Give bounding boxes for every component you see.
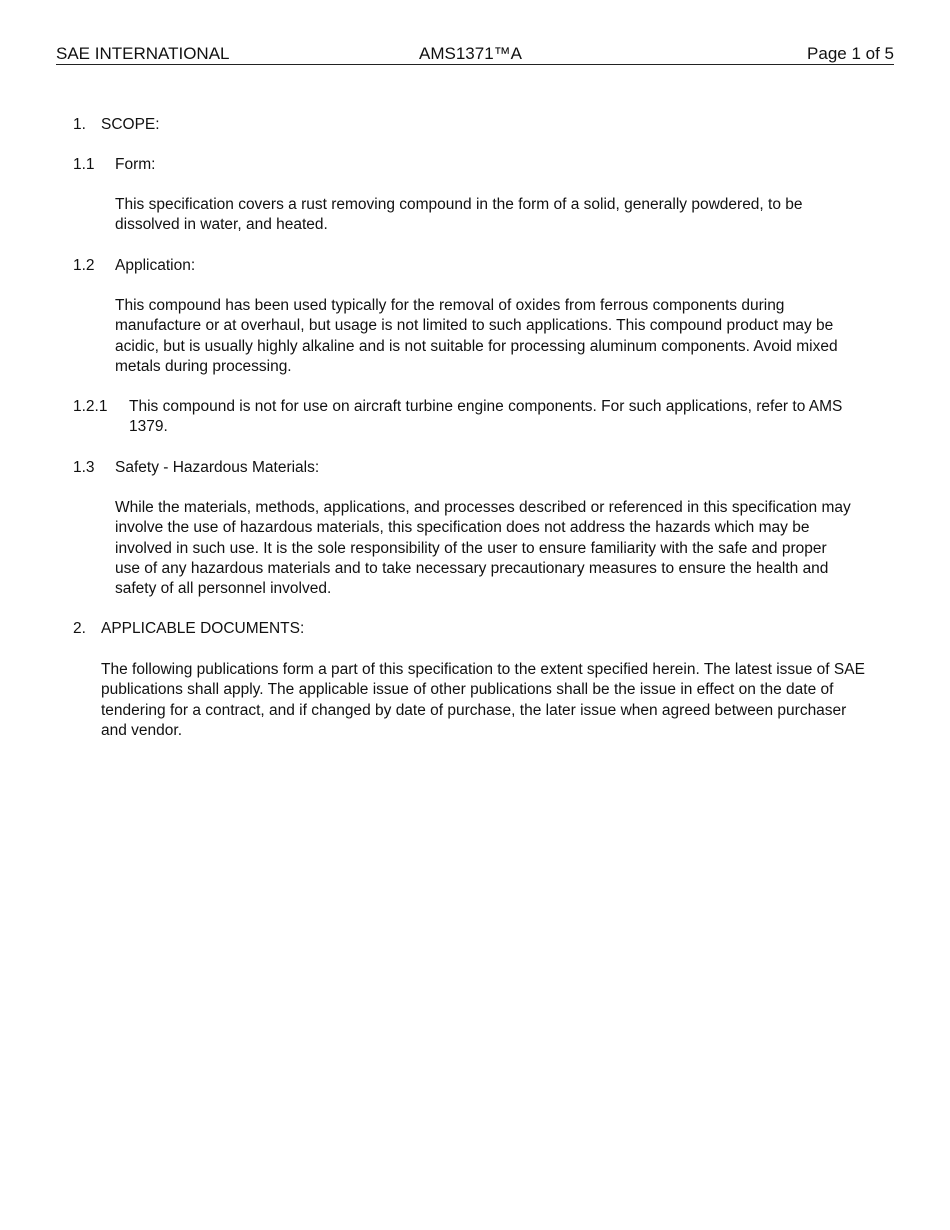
- section-number: 1.3: [73, 459, 95, 476]
- section-title: APPLICABLE DOCUMENTS:: [101, 620, 305, 637]
- section-1-2-1-body: This compound is not for use on aircraft turbine engine components. For such applications, refer to AMS 1379.: [129, 398, 843, 436]
- section-1-2-heading: [73, 256, 473, 277]
- section-title: Safety - Hazardous Materials:: [115, 459, 320, 476]
- section-1-1-body: This specification covers a rust removing compound in the form of a solid, generally powdered, to be dissolved in water, and heated.: [115, 196, 803, 234]
- section-2-body: The following publications form a part of this specification to the extent specified herein. The latest issue of SAE publications shall apply. The applicable issue of other publications shall be the issue in effect on the date of tendering for a contract, and if changed by date of purchase, the later issue when agreed between purchaser and vendor.: [101, 661, 865, 739]
- header-page-number: Page 1 of 5: [807, 44, 894, 63]
- section-number: 1.: [73, 116, 86, 133]
- section-1-3-body: While the materials, methods, applications, and processes described or referenced in this specification may involve the use of hazardous materials, this specification does not address the hazards which may be involved in such use. It is the sole responsibility of the user to ensure familiarity with the safe and proper use of any hazardous materials and to take necessary precautionary measures to ensure the health and safety of all personnel involved.: [115, 499, 851, 598]
- section-1-3-heading: [73, 458, 473, 479]
- section-1-2-1: [73, 397, 873, 441]
- section-number: 2.: [73, 620, 86, 637]
- section-1-heading: [73, 115, 473, 136]
- section-2-heading: [73, 619, 473, 640]
- section-title: SCOPE:: [101, 116, 160, 133]
- section-number: 1.2: [73, 257, 95, 274]
- section-number: 1.2.1: [73, 398, 108, 415]
- section-1-1-heading: [73, 155, 473, 176]
- header-doc-number: AMS1371™A: [419, 44, 522, 63]
- header-org: SAE INTERNATIONAL: [56, 44, 230, 63]
- section-1-2-body: This compound has been used typically for the removal of oxides from ferrous components during manufacture or at overhaul, but usage is not limited to such applications. This compound product may be acidic, but is usually highly alkaline and is not suitable for processing aluminum components. Avoid mixed metals during processing.: [115, 297, 838, 375]
- section-number: 1.1: [73, 156, 95, 173]
- section-title: Application:: [115, 257, 196, 274]
- page-header: [56, 43, 894, 65]
- section-title: Form:: [115, 156, 156, 173]
